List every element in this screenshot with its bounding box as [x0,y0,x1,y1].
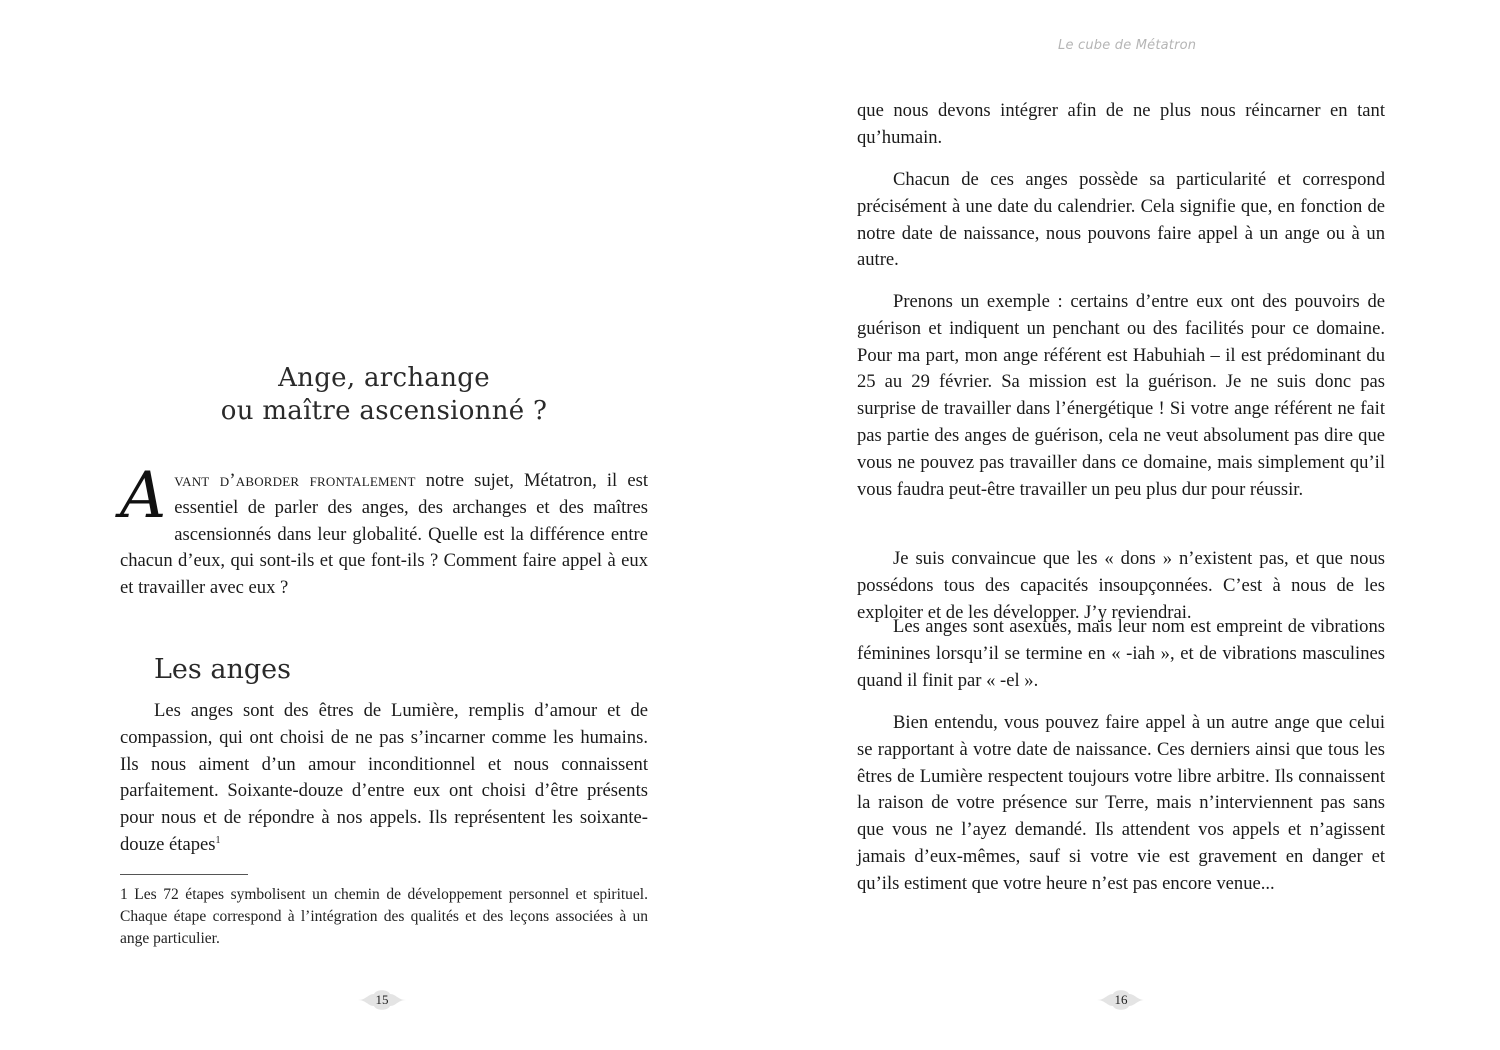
footnote-reference[interactable]: 1 [215,834,221,846]
chapter-title [120,362,648,428]
angels-paragraph [120,698,648,859]
page-number: 15 [375,992,389,1007]
footnote: 1 Les 72 étapes symbolisent un chemin de développement personnel et spirituel. Chaque étape correspond à l’intégration des qualités et des leçons associées à un ange particulier. [120,886,648,947]
intro-smallcaps-lead: vant d’aborder frontalement [174,470,416,491]
chapter-title-line-1: Ange, archange [278,363,490,393]
paragraph-text: Je suis convaincue que les « dons » n’existent pas, et que nous possédons tous des capacités insoupçonnées. C’est à nous de les exploiter et de les développer. J’y reviendrai. [857,548,1385,623]
chapter-title-line-2: ou maître ascensionné ? [220,396,548,426]
right-paragraph [857,98,1385,152]
right-paragraph [857,167,1385,274]
intro-text: notre sujet, Métatron, il est essentiel de parler des anges, des archanges et des maîtres ascensionnés dans leur globalité. Quelle est la différence entre chacun d’eux, qui sont-ils et que font-ils ? Comment faire appel à eux et travailler avec eux ? [120,470,648,599]
page-number: 16 [1114,992,1128,1007]
paragraph-text: Bien entendu, vous pouvez faire appel à un autre ange que celui se rapportant à votre date de naissance. Ces derniers ainsi que tous les êtres de Lumière respectent toujours votre libre arbitre. Ils connaissent la raison de votre présence sur Terre, mais n’interviennent pas sans que vous ne l’ayez demandé. Ils attendent vos appels et n’agissent jamais d’eux-mêmes, sauf si votre vie est gravement en danger et qu’ils estiment que votre heure n’est pas encore venue... [857,712,1385,894]
paragraph-text: Chacun de ces anges possède sa particularité et correspond précisément à une date du calendrier. Cela signifie que, en fonction de notre date de naissance, nous pouvons faire appel à un ange ou à un autre. [857,169,1385,271]
right-paragraph [857,710,1385,898]
drop-cap: A [120,459,167,533]
paragraph-text: Les anges sont asexués, mais leur nom est empreint de vibrations féminines lorsqu’il se termine en « -iah », et de vibrations masculines quand il finit par « -el ». [857,616,1385,691]
running-head: Le cube de Métatron [1058,38,1197,53]
page-number-badge [1093,986,1149,1014]
footnote-divider [120,874,248,875]
page-number-badge [354,986,410,1014]
right-paragraph [857,614,1385,694]
right-paragraph [857,289,1385,503]
paragraph-text: que nous devons intégrer afin de ne plus nous réincarner en tant qu’humain. [857,100,1385,148]
angels-paragraph-text: Les anges sont des êtres de Lumière, remplis d’amour et de compassion, qui ont choisi de ne pas s’incarner comme les humains. Ils nous aiment d’un amour inconditionnel et nous connaissent parfaitement. Soixante-douze d’entre eux ont choisi d’être présents pour nous et de répondre à nos appels. Ils représentent les soixante-douze étapes [120,700,648,855]
intro-paragraph [120,459,648,602]
section-title: Les anges [154,654,291,685]
paragraph-text: Prenons un exemple : certains d’entre eux ont des pouvoirs de guérison et indiquent un penchant ou des facilités pour ce domaine. Pour ma part, mon ange référent est Habuhiah – il est prédominant du 25 au 29 février. Sa mission est la guérison. Je ne suis donc pas surprise de travailler dans l’énergétique ! Si votre ange référent ne fait pas partie des anges de guérison, cela ne veut absolument pas dire que vous ne pouvez pas travailler dans ce domaine, mais simplement qu’il vous faudra peut-être travailler un peu plus dur pour réussir. [857,291,1385,500]
